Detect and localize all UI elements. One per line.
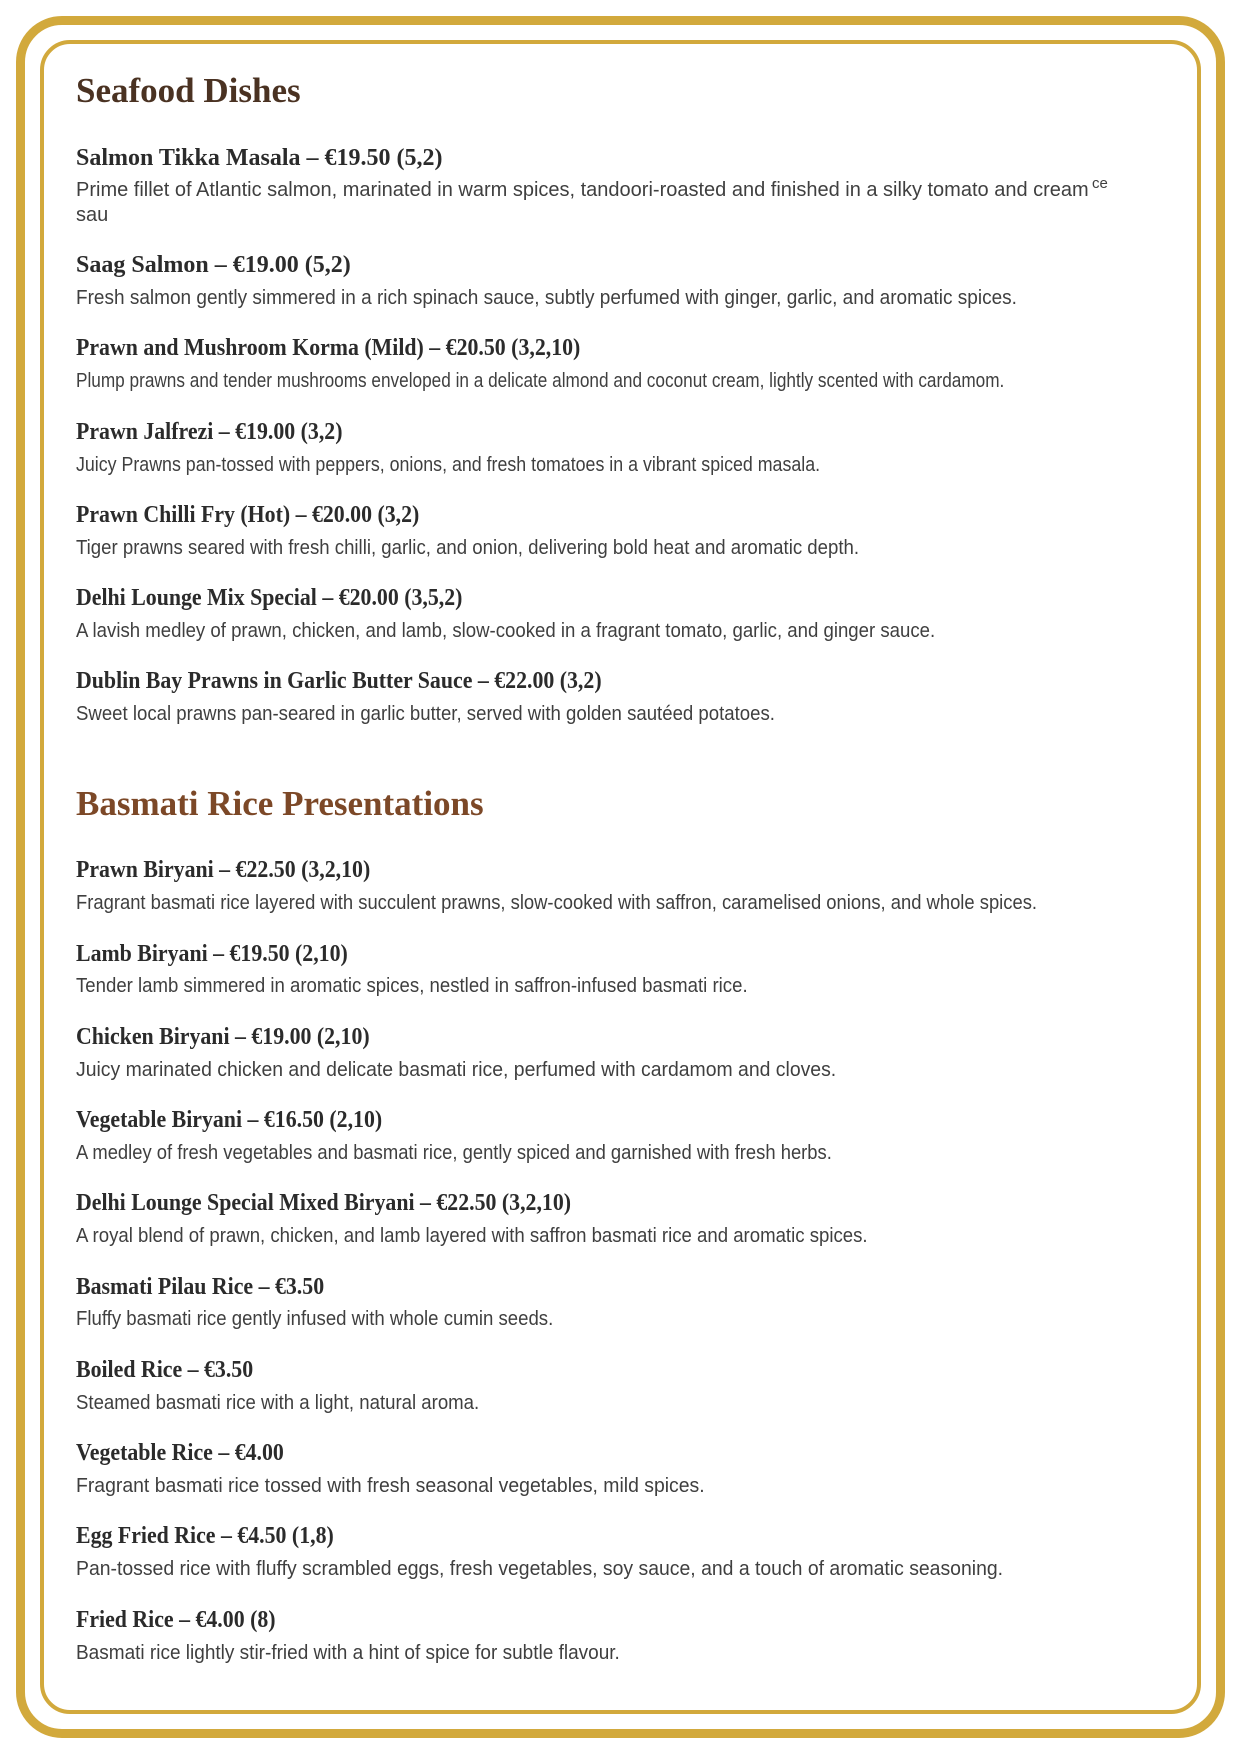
menu-item (76, 1107, 1168, 1165)
item-title: Prawn and Mushroom Korma (Mild) – €20.50 (3,2,10) (76, 335, 581, 362)
section-basmati-rice (76, 785, 1168, 1665)
item-description: Fluffy basmati rice gently infused with whole cumin seeds. (76, 1308, 554, 1331)
item-description-line2: sau (76, 203, 109, 226)
item-title: Vegetable Rice – €4.00 (76, 1440, 284, 1467)
menu-item (76, 419, 1168, 477)
item-description: Juicy marinated chicken and delicate basmati rice, perfumed with cardamom and cloves. (76, 1058, 837, 1081)
item-title: Chicken Biryani – €19.00 (2,10) (76, 1023, 370, 1050)
menu-item (76, 1440, 1168, 1498)
item-title: Basmati Pilau Rice – €3.50 (76, 1273, 325, 1300)
item-description: A lavish medley of prawn, chicken, and lamb, slow-cooked in a fragrant tomato, garlic, and ginger sauce. (76, 620, 936, 643)
menu-item (76, 1274, 1168, 1332)
item-description: Prime fillet of Atlantic salmon, marinated in warm spices, tandoori-roasted and finished in a silky tomato and cream (76, 179, 1089, 202)
item-description: Steamed basmati rice with a light, natural aroma. (76, 1391, 480, 1414)
item-title: Dublin Bay Prawns in Garlic Butter Sauce – €22.00 (3,2) (76, 668, 602, 695)
item-description: A royal blend of prawn, chicken, and lamb layered with saffron basmati rice and aromatic spices. (76, 1225, 868, 1248)
item-description: A medley of fresh vegetables and basmati rice, gently spiced and garnished with fresh herbs. (76, 1141, 832, 1164)
menu-item (76, 668, 1168, 726)
item-title: Saag Salmon – €19.00 (5,2) (76, 252, 351, 279)
menu-item (76, 941, 1168, 999)
item-title: Delhi Lounge Special Mixed Biryani – €22.50 (3,2,10) (76, 1190, 572, 1217)
stray-text-fragment: ce (1092, 175, 1108, 192)
item-description: Juicy Prawns pan-tossed with peppers, onions, and fresh tomatoes in a vibrant spiced masala. (76, 453, 821, 476)
menu-item (76, 502, 1168, 560)
menu-item (76, 1024, 1168, 1082)
item-title: Egg Fried Rice – €4.50 (1,8) (76, 1523, 334, 1550)
item-description: Fresh salmon gently simmered in a rich spinach sauce, subtly perfumed with ginger, garlic, and aromatic spices. (76, 287, 1017, 310)
item-title: Salmon Tikka Masala – €19.50 (5,2) (76, 144, 443, 171)
menu-item (76, 252, 1168, 310)
item-description: Tiger prawns seared with fresh chilli, garlic, and onion, delivering bold heat and aromatic depth. (76, 536, 860, 559)
menu-item (76, 1523, 1168, 1581)
item-title: Boiled Rice – €3.50 (76, 1356, 254, 1383)
section-heading: Basmati Rice Presentations (76, 783, 484, 823)
menu-content (76, 72, 1168, 1690)
item-title: Delhi Lounge Mix Special – €20.00 (3,5,2) (76, 585, 463, 612)
item-description: Plump prawns and tender mushrooms enveloped in a delicate almond and coconut cream, lightly scented with cardamom. (76, 370, 1005, 393)
menu-item (76, 1190, 1168, 1248)
item-description: Sweet local prawns pan-seared in garlic butter, served with golden sautéed potatoes. (76, 703, 775, 726)
item-description: Basmati rice lightly stir-fried with a hint of spice for subtle flavour. (76, 1641, 620, 1664)
item-title: Prawn Biryani – €22.50 (3,2,10) (76, 857, 371, 884)
item-title: Lamb Biryani – €19.50 (2,10) (76, 940, 348, 967)
item-title: Vegetable Biryani – €16.50 (2,10) (76, 1107, 383, 1134)
menu-item (76, 1607, 1168, 1665)
menu-item (76, 1357, 1168, 1415)
section-seafood-dishes (76, 72, 1168, 727)
item-title: Fried Rice – €4.00 (8) (76, 1606, 276, 1633)
item-description: Pan-tossed rice with fluffy scrambled eggs, fresh vegetables, soy sauce, and a touch of aromatic seasoning. (76, 1558, 1004, 1581)
item-description: Tender lamb simmered in aromatic spices, nestled in saffron-infused basmati rice. (76, 975, 748, 998)
item-description: Fragrant basmati rice layered with succulent prawns, slow-cooked with saffron, caramelised onions, and whole spices. (76, 892, 1038, 915)
menu-item (76, 145, 1168, 228)
menu-item (76, 335, 1168, 393)
menu-item (76, 585, 1168, 643)
section-heading: Seafood Dishes (76, 71, 301, 110)
item-title: Prawn Chilli Fry (Hot) – €20.00 (3,2) (76, 501, 420, 528)
item-description: Fragrant basmati rice tossed with fresh seasonal vegetables, mild spices. (76, 1474, 705, 1497)
item-title: Prawn Jalfrezi – €19.00 (3,2) (76, 418, 343, 445)
menu-item (76, 857, 1168, 915)
